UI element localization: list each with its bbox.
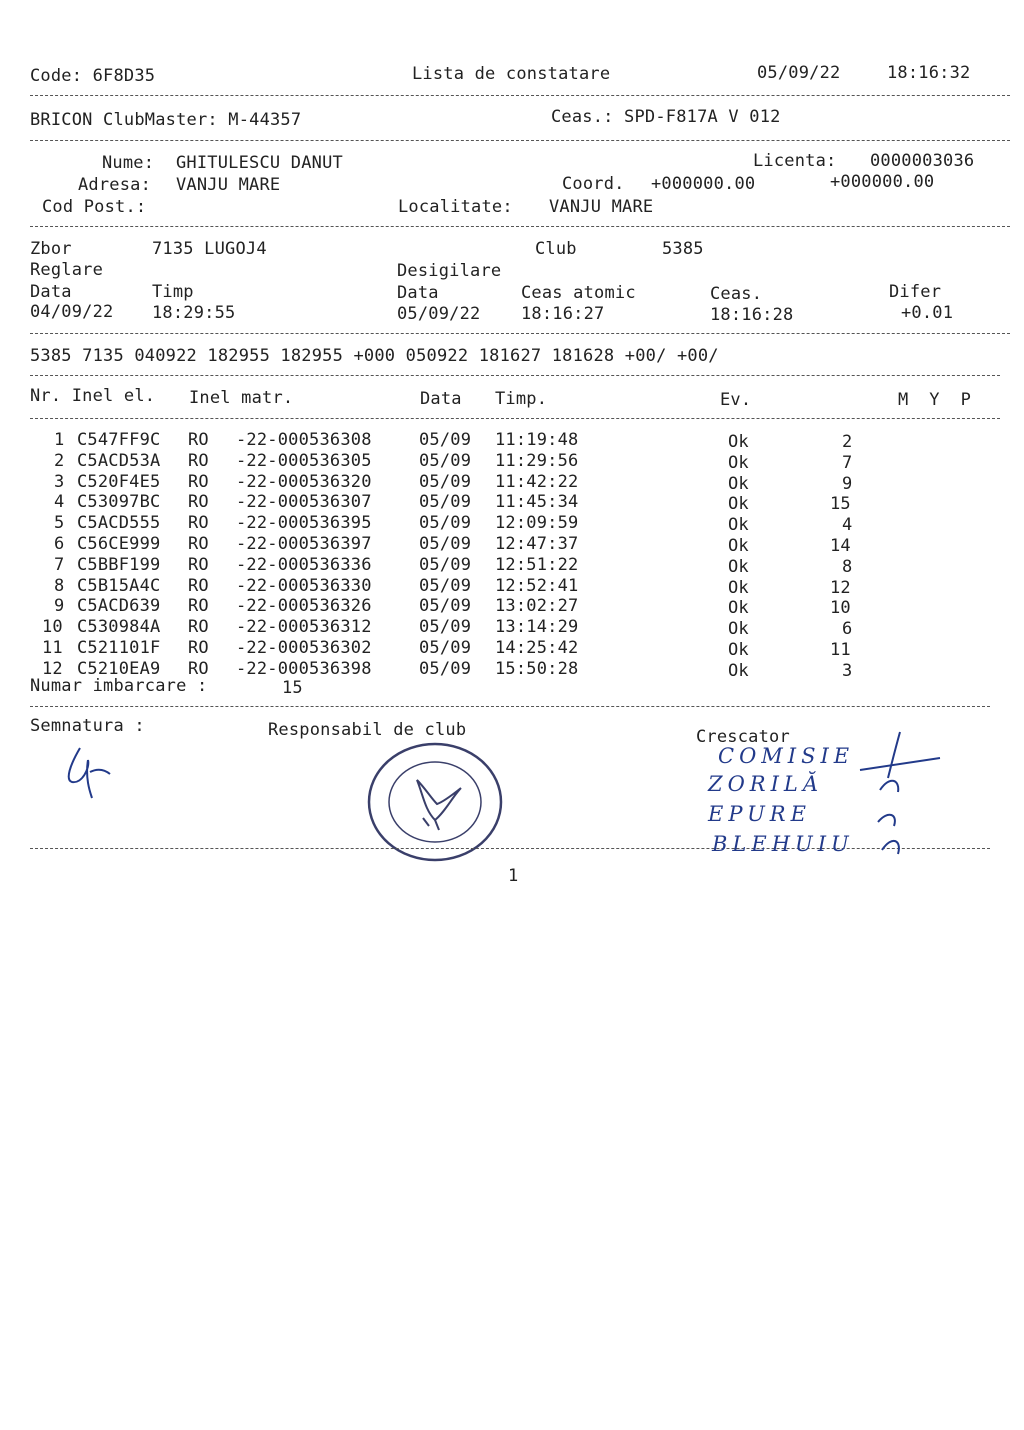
zbor-value: 7135 LUGOJ4 xyxy=(152,239,267,259)
row-inel-el: C5ACD639 xyxy=(77,596,161,617)
row-country: RO xyxy=(188,430,209,450)
licenta-label: Licenta: xyxy=(753,151,837,171)
row-country: RO xyxy=(188,596,209,617)
handwritten-comisie: COMISIE xyxy=(718,744,855,768)
row-nr: 11 xyxy=(42,638,63,658)
row-nr: 4 xyxy=(54,492,65,513)
responsabil-label: Responsabil de club xyxy=(268,720,467,740)
ceas-atomic-value: 18:16:27 xyxy=(521,304,605,324)
row-inel-el: C530984A xyxy=(77,617,161,638)
row-inel-el: C56CE999 xyxy=(77,534,161,554)
reglare-data-value: 04/09/22 xyxy=(30,302,114,322)
row-data: 05/09 xyxy=(419,617,472,638)
row-nr: 6 xyxy=(54,534,65,554)
row-number: 8 xyxy=(842,556,853,577)
row-inel-el: C5BBF199 xyxy=(77,554,161,575)
row-nr: 1 xyxy=(54,430,65,450)
row-inel-el: C547FF9C xyxy=(77,430,161,450)
row-number: 14 xyxy=(830,536,851,556)
row-ev: Ok xyxy=(728,640,749,660)
adresa-label: Adresa: xyxy=(78,175,152,195)
row-timp: 14:25:42 xyxy=(495,638,579,658)
divider xyxy=(30,140,1010,141)
row-ev: Ok xyxy=(728,660,749,681)
row-nr: 10 xyxy=(42,617,63,638)
code-label: Code: 6F8D35 xyxy=(30,66,156,86)
row-number: 7 xyxy=(842,452,853,473)
row-inel-matr: -22-000536330 xyxy=(236,575,372,596)
row-nr: 2 xyxy=(54,450,65,471)
handwritten-epure: EPURE xyxy=(708,802,811,826)
row-timp: 13:02:27 xyxy=(495,596,579,617)
row-number: 11 xyxy=(830,640,851,660)
row-inel-el: C5ACD555 xyxy=(77,513,161,534)
coord-x: +000000.00 xyxy=(651,174,756,194)
desigilare-label: Desigilare xyxy=(397,261,502,281)
reglare-label: Reglare xyxy=(30,260,104,280)
row-ev: Ok xyxy=(728,452,749,473)
zbor-label: Zbor xyxy=(30,239,72,259)
crescator-label: Crescator xyxy=(696,727,790,747)
row-number: 9 xyxy=(842,473,853,494)
row-ev: Ok xyxy=(728,515,749,536)
header-time: 18:16:32 xyxy=(887,63,971,83)
col-timp: Timp. xyxy=(495,389,548,409)
ceas-atomic-label: Ceas atomic xyxy=(521,283,636,303)
row-country: RO xyxy=(188,575,209,596)
reglare-timp-value: 18:29:55 xyxy=(152,303,236,323)
row-timp: 12:51:22 xyxy=(495,554,579,575)
nume-label: Nume: xyxy=(102,153,155,173)
row-nr: 5 xyxy=(54,513,65,534)
row-inel-el: C521101F xyxy=(77,638,161,658)
row-data: 05/09 xyxy=(419,658,472,679)
localitate-value: VANJU MARE xyxy=(549,197,654,217)
row-inel-el: C520F4E5 xyxy=(77,471,161,492)
row-inel-matr: -22-000536397 xyxy=(236,534,372,554)
col-inel-matr: Inel matr. xyxy=(189,388,294,408)
row-country: RO xyxy=(188,492,209,513)
header-date: 05/09/22 xyxy=(757,63,841,83)
row-inel-matr: -22-000536336 xyxy=(236,554,372,575)
codpost-label: Cod Post.: xyxy=(42,197,147,217)
clock-id: Ceas.: SPD-F817A V 012 xyxy=(551,107,781,127)
handwritten-marks xyxy=(840,730,950,870)
row-inel-matr: -22-000536312 xyxy=(236,617,372,638)
divider xyxy=(30,333,1010,334)
row-data: 05/09 xyxy=(419,471,472,492)
divider xyxy=(30,418,1000,419)
desig-data-value: 05/09/22 xyxy=(397,304,481,324)
row-ev: Ok xyxy=(728,556,749,577)
col-myp: M Y P xyxy=(898,390,972,410)
row-country: RO xyxy=(188,471,209,492)
row-number: 15 xyxy=(830,494,851,515)
row-data: 05/09 xyxy=(419,450,472,471)
row-timp: 11:19:48 xyxy=(495,430,579,450)
row-nr: 3 xyxy=(54,471,65,492)
row-timp: 11:42:22 xyxy=(495,471,579,492)
coord-y: +000000.00 xyxy=(830,172,935,192)
row-data: 05/09 xyxy=(419,554,472,575)
row-timp: 15:50:28 xyxy=(495,658,579,679)
page-number: 1 xyxy=(508,866,519,886)
row-country: RO xyxy=(188,638,209,658)
row-inel-matr: -22-000536305 xyxy=(236,450,372,471)
row-country: RO xyxy=(188,658,209,679)
row-inel-matr: -22-000536326 xyxy=(236,596,372,617)
row-ev: Ok xyxy=(728,473,749,494)
row-number: 2 xyxy=(842,432,853,452)
row-timp: 12:52:41 xyxy=(495,575,579,596)
row-timp: 11:45:34 xyxy=(495,492,579,513)
row-ev: Ok xyxy=(728,432,749,452)
row-inel-matr: -22-000536395 xyxy=(236,513,372,534)
row-inel-matr: -22-000536308 xyxy=(236,430,372,450)
row-inel-el: C5B15A4C xyxy=(77,575,161,596)
row-inel-el: C5210EA9 xyxy=(77,658,161,679)
localitate-label: Localitate: xyxy=(398,197,513,217)
club-value: 5385 xyxy=(662,239,704,259)
row-timp: 12:47:37 xyxy=(495,534,579,554)
col-data: Data xyxy=(420,389,462,409)
divider xyxy=(30,226,1010,227)
row-inel-matr: -22-000536320 xyxy=(236,471,372,492)
row-country: RO xyxy=(188,513,209,534)
row-number: 3 xyxy=(842,660,853,681)
reglare-data-label: Data xyxy=(30,282,72,302)
row-number: 10 xyxy=(830,598,851,619)
row-nr: 9 xyxy=(54,596,65,617)
row-country: RO xyxy=(188,534,209,554)
row-data: 05/09 xyxy=(419,513,472,534)
row-inel-matr: -22-000536398 xyxy=(236,658,372,679)
club-stamp xyxy=(365,740,505,865)
row-data: 05/09 xyxy=(419,492,472,513)
divider xyxy=(30,375,1000,376)
divider xyxy=(30,95,1010,96)
stamp-seal xyxy=(365,740,505,865)
row-country: RO xyxy=(188,554,209,575)
row-inel-el: C53097BC xyxy=(77,492,161,513)
handwritten-blehuiu: BLEHUIU xyxy=(712,832,854,856)
club-label: Club xyxy=(535,239,577,259)
row-ev: Ok xyxy=(728,536,749,556)
row-data: 05/09 xyxy=(419,430,472,450)
col-ev: Ev. xyxy=(720,390,752,410)
row-ev: Ok xyxy=(728,577,749,598)
numar-imbarcare-label: Numar imbarcare : xyxy=(30,676,208,696)
row-timp: 12:09:59 xyxy=(495,513,579,534)
code-line: 5385 7135 040922 182955 182955 +000 050922 181627 181628 +00/ +00/ xyxy=(30,346,719,366)
row-ev: Ok xyxy=(728,598,749,619)
document-title: Lista de constatare xyxy=(412,64,611,84)
ceas-value: 18:16:28 xyxy=(710,305,794,325)
col-nr-inel-el: Nr. Inel el. xyxy=(30,386,156,406)
row-inel-el: C5ACD53A xyxy=(77,450,161,471)
nume-value: GHITULESCU DANUT xyxy=(176,153,343,173)
clubmaster-id: BRICON ClubMaster: M-44357 xyxy=(30,110,302,130)
row-number: 6 xyxy=(842,619,853,640)
licenta-value: 0000003036 xyxy=(870,151,975,171)
row-timp: 11:29:56 xyxy=(495,450,579,471)
divider xyxy=(30,706,990,707)
adresa-value: VANJU MARE xyxy=(176,175,281,195)
row-inel-matr: -22-000536307 xyxy=(236,492,372,513)
row-number: 12 xyxy=(830,577,851,598)
coord-label: Coord. xyxy=(562,174,625,194)
handwritten-zorila: ZORILĂ xyxy=(708,772,824,796)
row-data: 05/09 xyxy=(419,596,472,617)
row-ev: Ok xyxy=(728,619,749,640)
difer-label: Difer xyxy=(889,282,942,302)
difer-value: +0.01 xyxy=(901,303,954,323)
ceas-label: Ceas. xyxy=(710,284,763,304)
row-nr: 7 xyxy=(54,554,65,575)
row-inel-matr: -22-000536302 xyxy=(236,638,372,658)
row-data: 05/09 xyxy=(419,638,472,658)
reglare-timp-label: Timp xyxy=(152,282,194,302)
row-number: 4 xyxy=(842,515,853,536)
row-country: RO xyxy=(188,450,209,471)
row-nr: 8 xyxy=(54,575,65,596)
semnatura-label: Semnatura : xyxy=(30,716,145,736)
row-ev: Ok xyxy=(728,494,749,515)
row-country: RO xyxy=(188,617,209,638)
numar-imbarcare-value: 15 xyxy=(282,678,303,698)
row-data: 05/09 xyxy=(419,575,472,596)
row-data: 05/09 xyxy=(419,534,472,554)
signature-scribble xyxy=(60,740,120,800)
desig-data-label: Data xyxy=(397,283,439,303)
row-nr: 12 xyxy=(42,658,63,679)
row-timp: 13:14:29 xyxy=(495,617,579,638)
